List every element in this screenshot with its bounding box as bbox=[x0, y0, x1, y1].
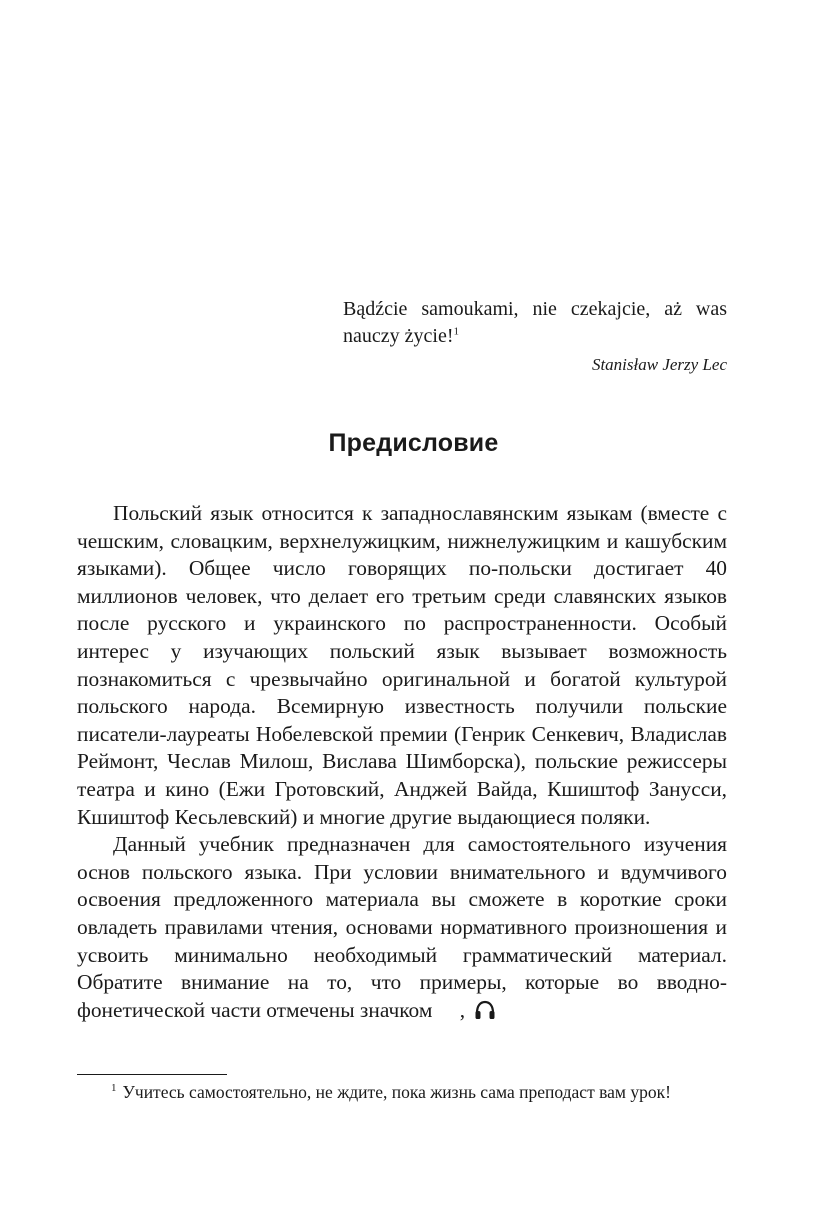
headphones-icon bbox=[438, 1000, 460, 1020]
epigraph bbox=[343, 296, 727, 350]
paragraph-2-tail: , bbox=[459, 997, 466, 1022]
footnote-text: Учитесь самостоятельно, не ждите, пока жизнь сама преподаст вам урок! bbox=[122, 1082, 671, 1102]
epigraph-text: Bądźcie samoukami, nie czekajcie, aż was nauczy życie! bbox=[343, 298, 727, 347]
paragraph-2 bbox=[77, 831, 727, 1024]
footnote-number: 1 bbox=[111, 1082, 117, 1095]
paragraph-2-text: Данный учебник предназначен для самостоятельного изучения основ польского языка. При условии внимательного и вдумчивого освоения предложенного материала вы сможете в короткие сроки овладеть правилами чтения, основами нормативного произношения и усвоить минимально необходимый грамматический материал. Обратите внимание на то, что примеры, которые во вводно-фонетической части отмечены значком bbox=[77, 832, 727, 1022]
footnote-divider bbox=[77, 1074, 227, 1075]
main-text bbox=[77, 500, 727, 1024]
page-title: Предисловие bbox=[328, 429, 499, 457]
paragraph-1: Польский язык относится к западнославянским языкам (вместе с чешским, словацким, верхнелужицким, нижнелужицким и кашубским языками). Общее число говорящих по-польски достигает 40 миллионов человек, что делает его третьим среди славянских языков после русского и украинского по распространенности. Особый интерес у изучающих польский язык вызывает возможность познакомиться с чрезвычайно оригинальной и богатой культурой польского народа. Всемирную известность получили польские писатели-лауреаты Нобелевской премии (Генрик Сенкевич, Владислав Реймонт, Чеслав Милош, Вислава Шимборска), польские режиссеры театра и кино (Ежи Гротовский, Анджей Вайда, Кшиштоф Занусси, Кшиштоф Кесьлевский) и многие другие выдающиеся поляки. bbox=[77, 501, 727, 829]
footnote bbox=[77, 1080, 727, 1104]
epigraph-author: Stanisław Jerzy Lec bbox=[591, 355, 727, 374]
epigraph-footnote-mark: 1 bbox=[453, 325, 459, 338]
